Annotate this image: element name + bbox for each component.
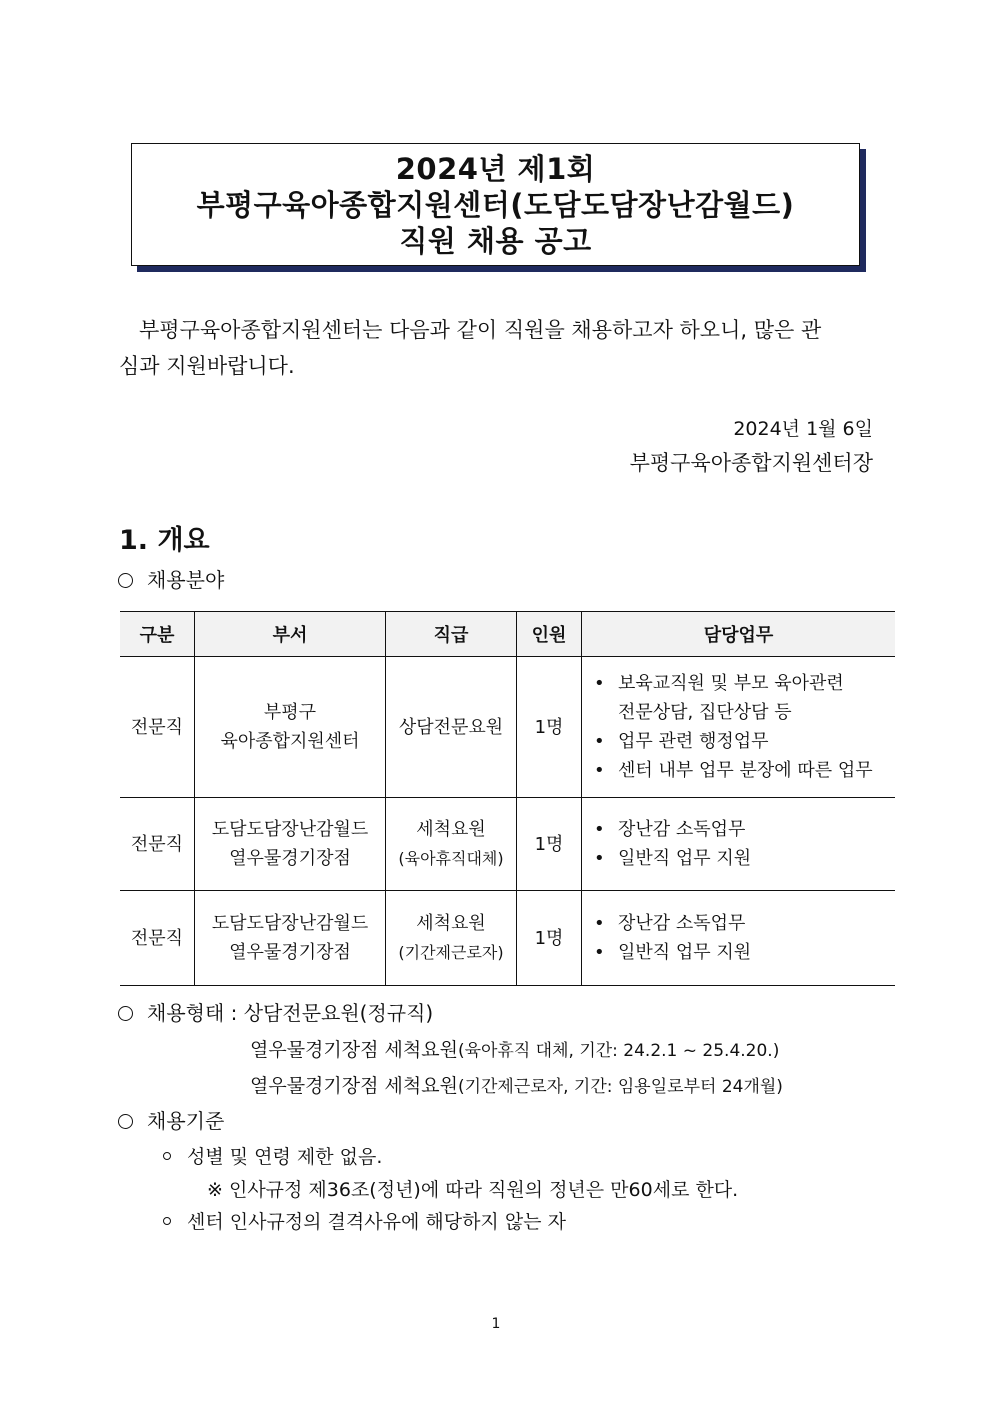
employment-type-label: 채용형태 : 상담전문요원(정규직) [147, 1001, 434, 1025]
cell-department [195, 891, 386, 986]
table-row [120, 891, 895, 986]
cell-duties [582, 798, 896, 891]
duty-text: 장난감 소독업무 [618, 819, 746, 840]
title-box [131, 143, 860, 266]
criteria-item-text: 성별 및 연령 제한 없음. [187, 1146, 383, 1168]
title-organization: 부평구육아종합지원센터(도담도담장난감월드) [196, 187, 795, 222]
cell-department [195, 657, 386, 798]
cell-category: 전문직 [120, 891, 195, 986]
bullet-dot-icon: • [594, 819, 605, 840]
duty-item [588, 756, 889, 785]
title-subject: 직원 채용 공고 [399, 223, 592, 258]
rank-line: 세척요원 [416, 913, 486, 934]
cell-department [195, 798, 386, 891]
bullet-dot-icon: • [594, 731, 605, 752]
field-label: 채용분야 [147, 568, 225, 592]
small-circle-bullet-icon [163, 1152, 171, 1160]
table-header-row [120, 612, 895, 657]
criteria-item [163, 1143, 382, 1171]
recruitment-table [120, 611, 895, 986]
criteria-heading [118, 1107, 224, 1135]
department-line: 열우물경기장점 [229, 848, 351, 869]
duty-item [588, 938, 889, 967]
bullet-dot-icon: • [594, 760, 605, 781]
cell-rank [386, 891, 517, 986]
criteria-note: ※ 인사규정 제36조(정년)에 따라 직원의 정년은 만60세로 한다. [207, 1179, 739, 1201]
duty-item [588, 909, 889, 938]
intro-paragraph [119, 312, 873, 384]
employment-type-line-3 [250, 1072, 783, 1101]
employment-type-heading [118, 999, 433, 1027]
department-line: 부평구 [263, 702, 317, 723]
duty-text: 일반직 업무 지원 [618, 848, 752, 869]
duty-text: 센터 내부 업무 분장에 따른 업무 [618, 760, 873, 781]
section-title-overview: 1. 개요 [119, 525, 210, 556]
cell-headcount: 1명 [517, 891, 582, 986]
bullet-dot-icon: • [594, 848, 605, 869]
cell-duties [582, 891, 896, 986]
employment-type-position: 열우물경기장점 세척요원 [250, 1039, 458, 1061]
department-line: 열우물경기장점 [229, 942, 351, 963]
employment-type-detail: (기간제근로자, 기간: 임용일로부터 24개월) [457, 1077, 783, 1097]
circle-bullet-icon [118, 1114, 133, 1129]
header-category: 구분 [120, 612, 195, 657]
intro-line-2: 심과 지원바랍니다. [119, 354, 295, 378]
header-rank: 직급 [386, 612, 517, 657]
notice-issuer: 부평구육아종합지원센터장 [629, 451, 873, 475]
department-line: 육아종합지원센터 [220, 731, 360, 752]
cell-headcount: 1명 [517, 657, 582, 798]
header-headcount: 인원 [517, 612, 582, 657]
employment-type-line-2 [250, 1036, 779, 1065]
field-heading [118, 566, 224, 594]
duty-item [588, 844, 889, 873]
department-line: 도담도담장난감월드 [211, 913, 369, 934]
header-department: 부서 [195, 612, 386, 657]
page-number: 1 [491, 1316, 501, 1332]
duty-text: 보육교직원 및 부모 육아관련 [618, 673, 844, 694]
cell-rank [386, 798, 517, 891]
duty-item [588, 727, 889, 756]
criteria-item [163, 1208, 566, 1236]
rank-line: 세척요원 [416, 819, 486, 840]
bullet-dot-icon: • [594, 942, 605, 963]
cell-category: 전문직 [120, 657, 195, 798]
department-line: 도담도담장난감월드 [211, 819, 369, 840]
duty-text: 장난감 소독업무 [618, 913, 746, 934]
circle-bullet-icon [118, 1006, 133, 1021]
table-row [120, 798, 895, 891]
duty-item [588, 669, 889, 698]
intro-line-1: 부평구육아종합지원센터는 다음과 같이 직원을 채용하고자 하오니, 많은 관 [139, 318, 822, 342]
criteria-item-text: 센터 인사규정의 결격사유에 해당하지 않는 자 [187, 1211, 566, 1233]
cell-category: 전문직 [120, 798, 195, 891]
duty-item [588, 815, 889, 844]
notice-date: 2024년 1월 6일 [733, 418, 873, 440]
circle-bullet-icon [118, 573, 133, 588]
duty-text: 업무 관련 행정업무 [618, 731, 769, 752]
employment-type-detail: (육아휴직 대체, 기간: 24.2.1 ~ 25.4.20.) [457, 1041, 780, 1061]
rank-note: (육아휴직대체) [398, 849, 504, 868]
rank-note: (기간제근로자) [398, 943, 504, 962]
title-year: 2024년 제1회 [395, 151, 596, 186]
cell-headcount: 1명 [517, 798, 582, 891]
duty-text: 일반직 업무 지원 [618, 942, 752, 963]
bullet-dot-icon: • [594, 913, 605, 934]
notice-signature [630, 412, 873, 480]
bullet-dot-icon: • [594, 673, 605, 694]
duty-text-continued: 전문상담, 집단상담 등 [618, 702, 792, 723]
cell-duties [582, 657, 896, 798]
criteria-label: 채용기준 [147, 1109, 225, 1133]
table-row [120, 657, 895, 798]
employment-type-position: 열우물경기장점 세척요원 [250, 1075, 458, 1097]
small-circle-bullet-icon [163, 1217, 171, 1225]
cell-rank: 상담전문요원 [386, 657, 517, 798]
header-duties: 담당업무 [582, 612, 896, 657]
